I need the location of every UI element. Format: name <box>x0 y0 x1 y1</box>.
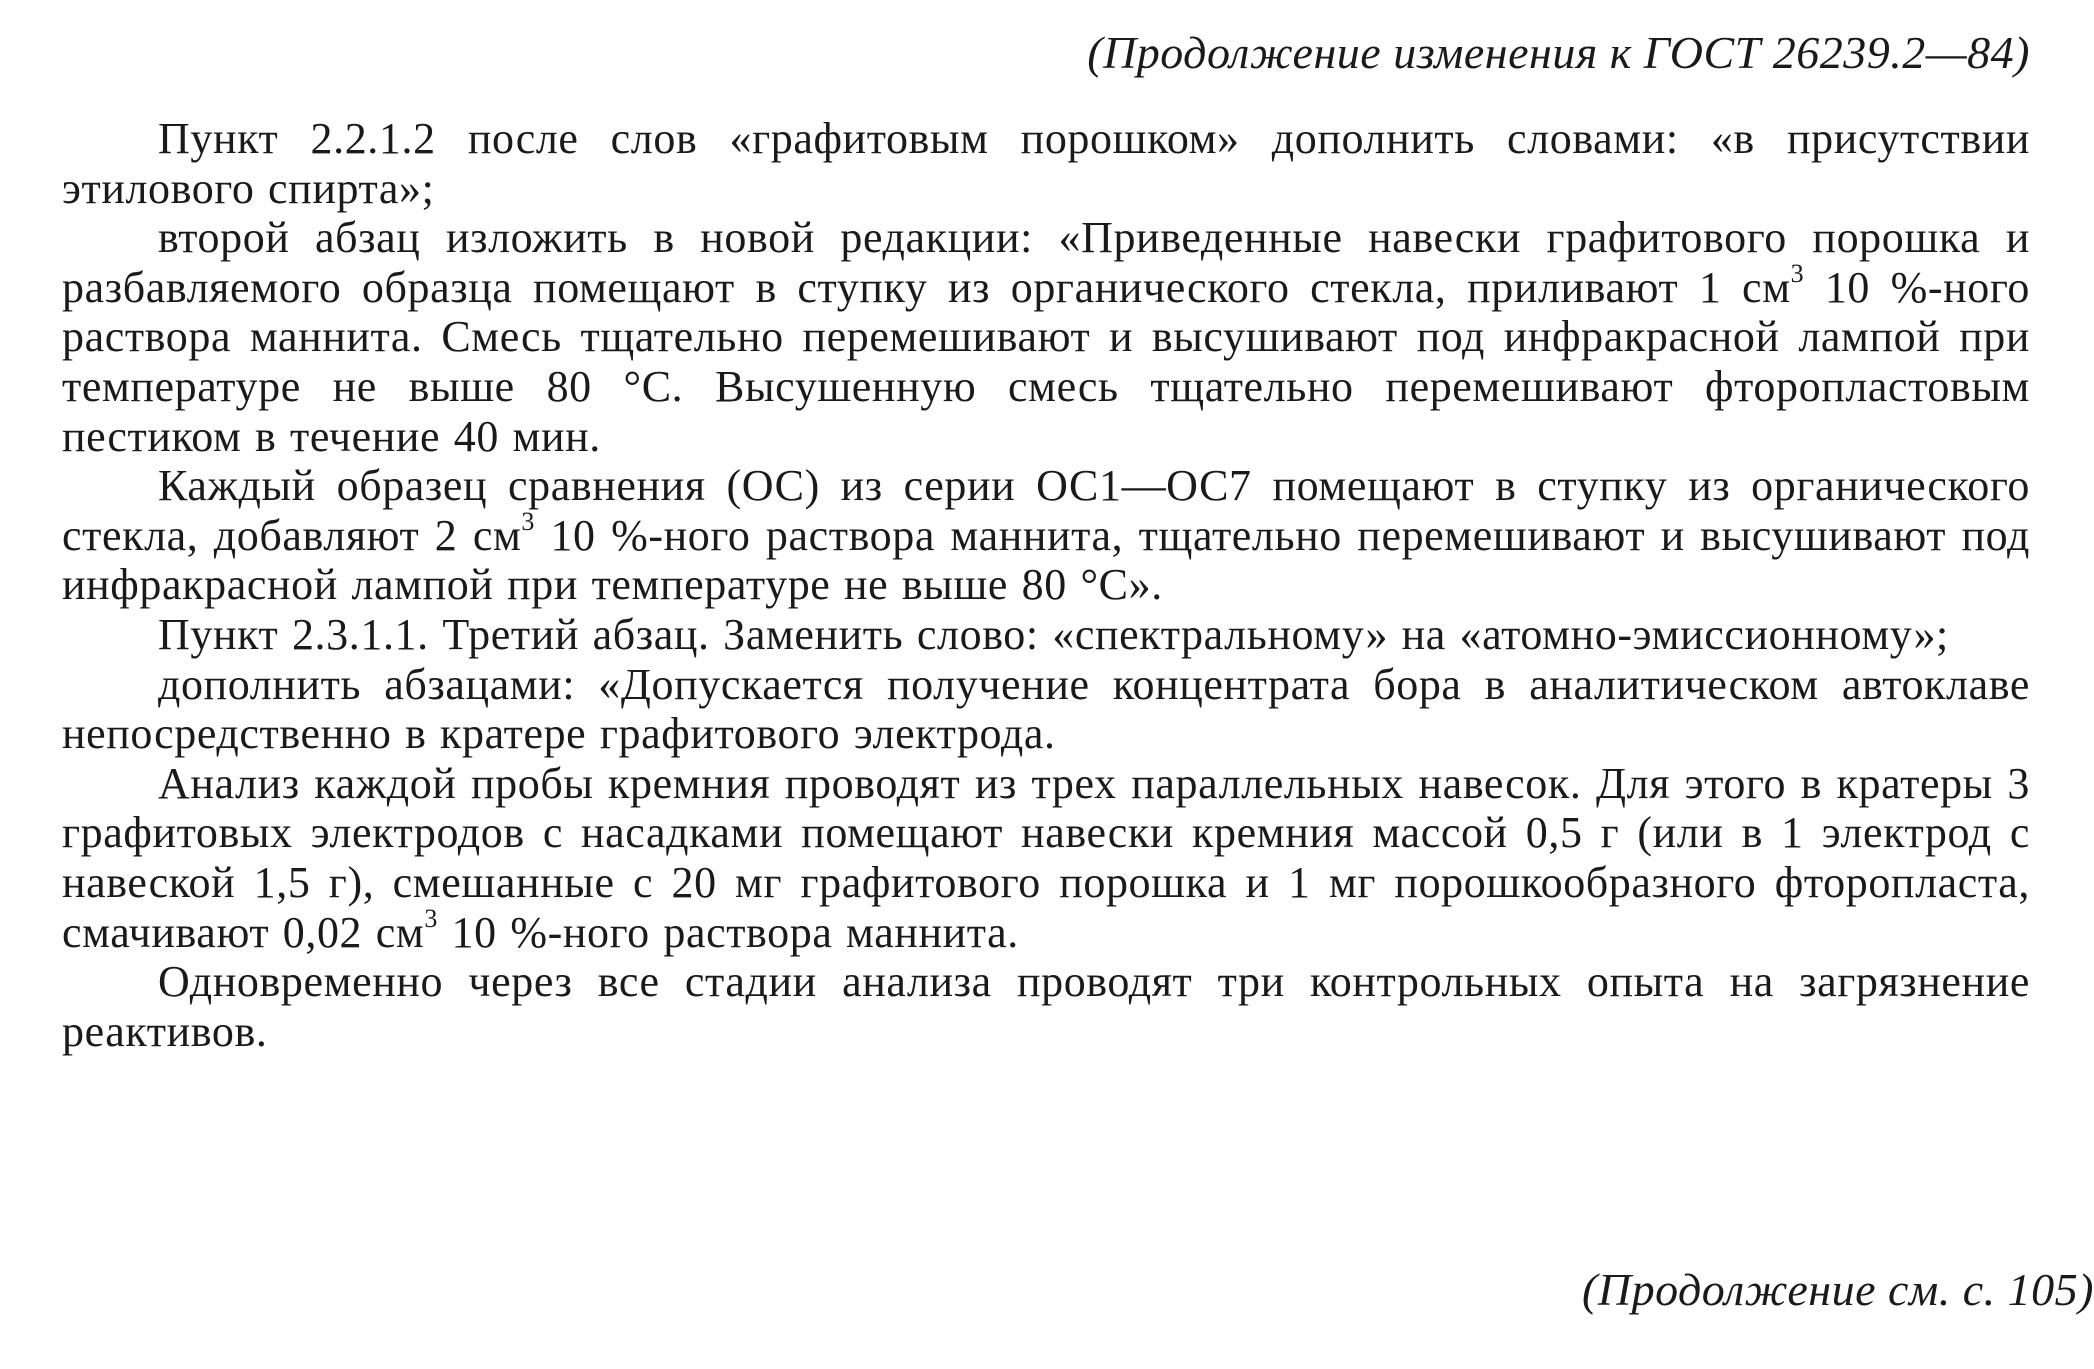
paragraph-5 <box>62 660 2030 759</box>
paragraph-7 <box>62 957 2030 1056</box>
superscript: 3 <box>1790 259 1805 289</box>
text-run: дополнить абзацами: «Допускается получение концентрата бора в аналитическом автоклаве непосредственно в кратере графитового электрода. <box>62 659 2030 759</box>
paragraph-4 <box>62 610 2030 660</box>
superscript: 3 <box>521 507 536 537</box>
continuation-note: (Продолжение см. с. 105) <box>1582 1264 2094 1315</box>
paragraph-1 <box>62 114 2030 213</box>
paragraph-6 <box>62 759 2030 957</box>
document-body <box>62 114 2030 1056</box>
text-run: второй абзац изложить в новой редакции: «Приведенные навески графитового порошка и разбавляемого образца помещают в ступку из органического стекла, приливают 1 см <box>62 213 2030 312</box>
text-run: Пункт 2.2.1.2 после слов «графитовым порошком» дополнить словами: «в присутствии этилового спирта»; <box>62 114 2030 213</box>
text-run: 10 %-ного раствора маннита. Смесь тщательно перемешивают и высушивают под инфракрасной лампой при температуре не выше 80 °С. Высушенную смесь тщательно перемешивают фторопластовым пестиком в течение 40 мин. <box>62 262 2030 461</box>
document-page <box>62 18 2030 1056</box>
superscript: 3 <box>424 903 438 933</box>
paragraph-3 <box>62 461 2030 610</box>
text-run: Пункт 2.3.1.1. Третий абзац. Заменить слово: «спектральному» на «атомно-эмиссионному»; <box>158 609 1949 659</box>
text-run: Одновременно через все стадии анализа проводят три контрольных опыта на загрязнение реактивов. <box>62 957 2030 1056</box>
text-run: Каждый образец сравнения (ОС) из серии ОС1—ОС7 помещают в ступку из органического стекла, добавляют 2 см <box>62 461 2030 560</box>
running-title: (Продолжение изменения к ГОСТ 26239.2—84) <box>1087 27 2030 78</box>
text-run: Анализ каждой пробы кремния проводят из трех параллельных навесок. Для этого в кратеры 3 графитовых электродов с насадками помещают навески кремния массой 0,5 г (или в 1 электрод с навеской 1,5 г), смешанные с 20 мг графитового порошка и 1 мг порошкообразного фторопласта, смачивают 0,02 см <box>62 758 2030 957</box>
text-run: 10 %-ного раствора маннита. <box>437 907 1019 957</box>
text-run: 10 %-ного раствора маннита, тщательно перемешивают и высушивают под инфракрасной лампой при температуре не выше 80 °С». <box>62 510 2031 610</box>
paragraph-2 <box>62 213 2030 461</box>
